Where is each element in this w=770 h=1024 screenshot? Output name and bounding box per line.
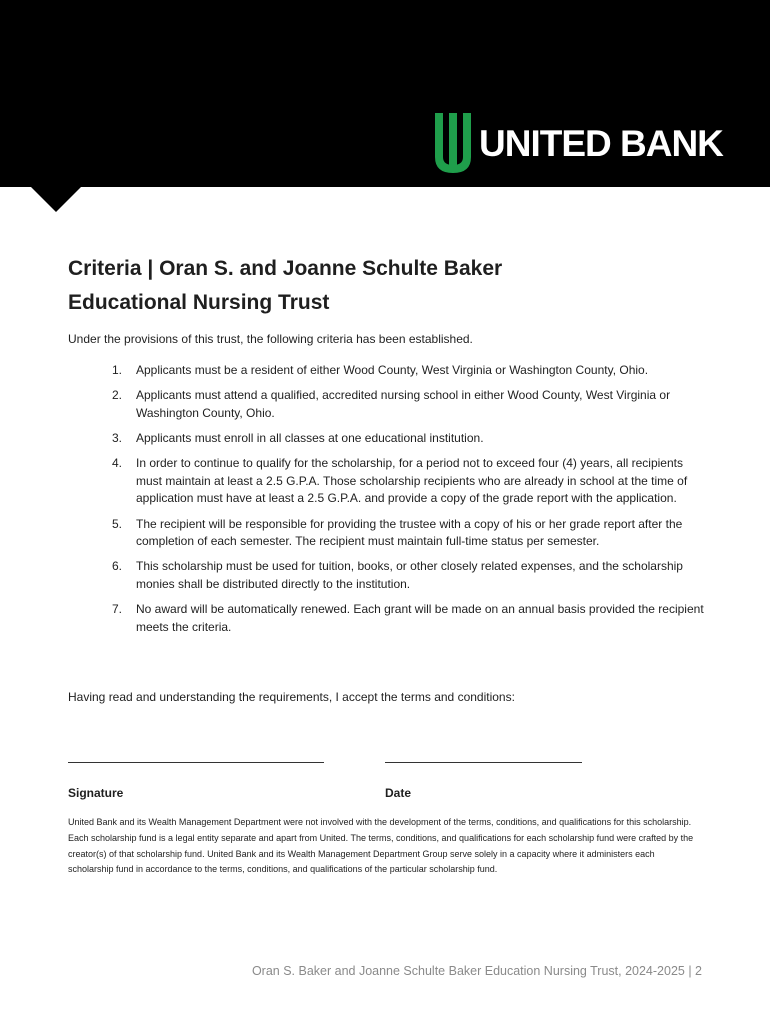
criteria-number: 1. (112, 363, 123, 377)
criteria-number: 3. (112, 431, 123, 446)
criteria-item (68, 558, 704, 593)
criteria-number: 7. (112, 602, 123, 617)
criteria-number: 4. (112, 456, 123, 471)
date-label: Date (385, 786, 412, 800)
criteria-item (68, 430, 704, 448)
disclaimer-text: United Bank and its Wealth Management Department were not involved with the development of the terms, conditions, and qualifications for this scholarship. Each scholarship fund is a legal entity separate and apart from United. The terms, conditions, and qualifications for each scholarship fund were crafted by the creator(s) of that scholarship fund. United Bank and its Wealth Management Department Group serve solely in a capacity where it administers each scholarship fund in accordance to the terms, conditions, and qualifications of the particular scholarship fund. (68, 817, 694, 875)
criteria-text: In order to continue to qualify for the scholarship, for a period not to exceed four (4) years, all recipients must maintain at least a 2.5 G.P.A. Those scholarship recipients who are already in school at the time of application must have at least a 2.5 G.P.A. and provide a copy of the grade report with the application. (136, 456, 688, 506)
criteria-number: 5. (112, 516, 123, 531)
signature-label: Signature (68, 786, 124, 800)
criteria-item (68, 455, 704, 508)
criteria-text: Applicants must enroll in all classes at one educational institution. (136, 431, 484, 446)
criteria-list (68, 362, 704, 644)
criteria-item (68, 362, 704, 380)
criteria-text: Applicants must attend a qualified, accredited nursing school in either Wood County, West Virginia or Washington County, Ohio. (136, 388, 671, 420)
criteria-text: No award will be automatically renewed. Each grant will be made on an annual basis provided the recipient meets the criteria. (136, 602, 704, 634)
united-bank-logo-mark-icon (435, 113, 471, 173)
brand-name: UNITED BANK (479, 123, 723, 164)
criteria-number: 6. (112, 559, 123, 574)
criteria-item (68, 516, 704, 551)
document-title (68, 252, 708, 320)
title-line-1: Criteria | Oran S. and Joanne Schulte Baker (68, 257, 503, 280)
criteria-number: 2. (112, 388, 123, 403)
date-line[interactable] (385, 762, 582, 763)
header-notch (30, 186, 82, 212)
acceptance-statement: Having read and understanding the requirements, I accept the terms and conditions: (68, 690, 515, 704)
criteria-text: This scholarship must be used for tuition, books, or other closely related expenses, and the scholarship monies shall be distributed directly to the institution. (136, 559, 683, 591)
signature-line[interactable] (68, 762, 324, 763)
page-footer: Oran S. Baker and Joanne Schulte Baker Education Nursing Trust, 2024-2025 | 2 (251, 964, 702, 978)
criteria-item (68, 387, 704, 422)
intro-text: Under the provisions of this trust, the following criteria has been established. (68, 332, 473, 346)
united-bank-logo (435, 113, 755, 173)
criteria-text: The recipient will be responsible for providing the trustee with a copy of his or her grade report after the completion of each semester. The recipient must maintain full-time status per semester. (136, 516, 683, 549)
criteria-item (68, 601, 704, 636)
criteria-text: Applicants must be a resident of either Wood County, West Virginia or Washington County, Ohio. (136, 363, 649, 377)
title-line-2: Educational Nursing Trust (68, 291, 330, 314)
